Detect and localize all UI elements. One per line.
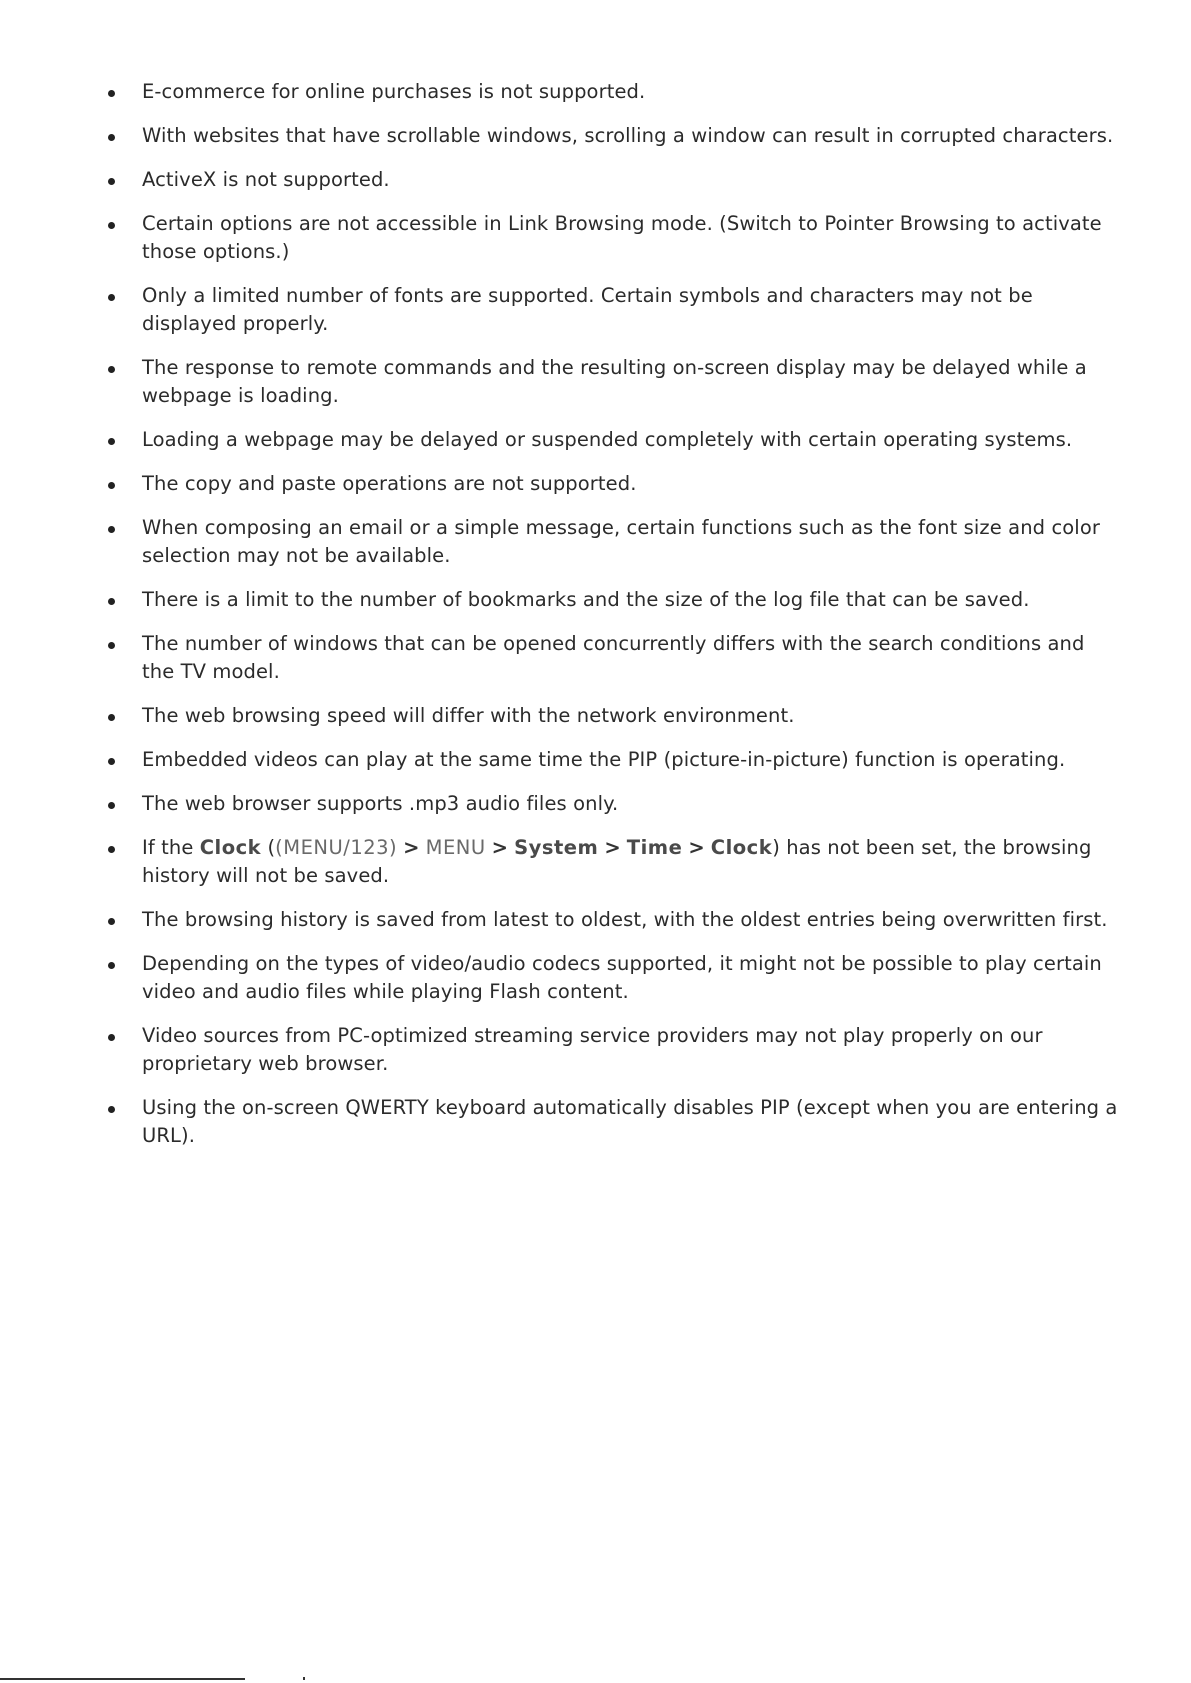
close-paren-text: ) [772, 836, 780, 859]
list-item-text: Video sources from PC-optimized streaming service providers may not play properly on our proprietary web browser. [142, 1024, 1043, 1075]
clock-menu-label: Clock [710, 836, 773, 859]
list-item-text: Embedded videos can play at the same time the PIP (picture-in-picture) function is operating. [142, 748, 1066, 771]
list-item [100, 354, 1120, 410]
footer-divider [0, 1678, 245, 1680]
chevron-right-icon: > [491, 836, 509, 859]
clock-suffix-text: has not been set, the browsing history will not be saved. [142, 836, 1092, 887]
list-item [100, 514, 1120, 570]
bullet-icon [108, 846, 115, 853]
chevron-right-icon: > [604, 836, 621, 859]
list-item-text: When composing an email or a simple message, certain functions such as the font size and color selection may not be available. [142, 516, 1100, 567]
list-item [100, 122, 1120, 150]
list-item-text: The web browser supports .mp3 audio files only. [142, 792, 619, 815]
list-item [100, 586, 1120, 614]
bullet-icon [108, 802, 115, 809]
bullet-icon [108, 918, 115, 925]
list-item [100, 282, 1120, 338]
bullet-icon [108, 526, 115, 533]
list-item-clock-setting [100, 834, 1120, 890]
list-item [100, 906, 1120, 934]
list-item [100, 426, 1120, 454]
list-item-text: There is a limit to the number of bookmarks and the size of the log file that can be saved. [142, 588, 1030, 611]
list-item [100, 210, 1120, 266]
bullet-icon [108, 178, 115, 185]
bullet-icon [108, 294, 115, 301]
bullet-icon [108, 642, 115, 649]
notes-bullet-list [100, 78, 1120, 1166]
time-menu-label: Time [626, 836, 683, 859]
bullet-icon [108, 1106, 115, 1113]
menu-123-label: (MENU/123) [275, 836, 398, 859]
chevron-right-icon: > [688, 836, 705, 859]
list-item [100, 166, 1120, 194]
bullet-icon [108, 438, 115, 445]
bullet-icon [108, 758, 115, 765]
menu-label: MENU [425, 836, 486, 859]
list-item [100, 470, 1120, 498]
list-item [100, 790, 1120, 818]
list-item [100, 1094, 1120, 1150]
bullet-icon [108, 90, 115, 97]
list-item [100, 78, 1120, 106]
open-paren-text: ( [261, 836, 276, 859]
chevron-right-icon: > [403, 836, 420, 859]
list-item-text: The web browsing speed will differ with the network environment. [142, 704, 795, 727]
bullet-icon [108, 1034, 115, 1041]
bullet-icon [108, 366, 115, 373]
clock-setting-label: Clock [199, 836, 262, 859]
bullet-icon [108, 134, 115, 141]
list-item-text: The number of windows that can be opened concurrently differs with the search conditions and the TV model. [142, 632, 1085, 683]
bullet-icon [108, 962, 115, 969]
list-item [100, 1022, 1120, 1078]
list-item-text: The browsing history is saved from latest to oldest, with the oldest entries being overwritten first. [142, 908, 1108, 931]
list-item [100, 950, 1120, 1006]
list-item-text: Only a limited number of fonts are supported. Certain symbols and characters may not be displayed properly. [142, 284, 1033, 335]
list-item-text: Certain options are not accessible in Link Browsing mode. (Switch to Pointer Browsing to activate those options.) [142, 212, 1102, 263]
bullet-icon [108, 482, 115, 489]
list-item-text: The copy and paste operations are not supported. [142, 472, 637, 495]
list-item-text: With websites that have scrollable windows, scrolling a window can result in corrupted characters. [142, 124, 1114, 147]
bullet-icon [108, 598, 115, 605]
list-item [100, 702, 1120, 730]
list-item-text: E-commerce for online purchases is not supported. [142, 80, 646, 103]
footer-mark [303, 1677, 305, 1680]
list-item-text: The response to remote commands and the resulting on-screen display may be delayed while a webpage is loading. [142, 356, 1087, 407]
clock-prefix-text: If the [142, 836, 200, 859]
list-item [100, 630, 1120, 686]
bullet-icon [108, 714, 115, 721]
list-item-text: ActiveX is not supported. [142, 168, 390, 191]
list-item [100, 746, 1120, 774]
list-item-text: Loading a webpage may be delayed or suspended completely with certain operating systems. [142, 428, 1073, 451]
list-item-text: Depending on the types of video/audio codecs supported, it might not be possible to play certain video and audio files while playing Flash content. [142, 952, 1102, 1003]
bullet-icon [108, 222, 115, 229]
system-menu-label: System [514, 836, 599, 859]
list-item-text: Using the on-screen QWERTY keyboard automatically disables PIP (except when you are entering a URL). [142, 1096, 1118, 1147]
